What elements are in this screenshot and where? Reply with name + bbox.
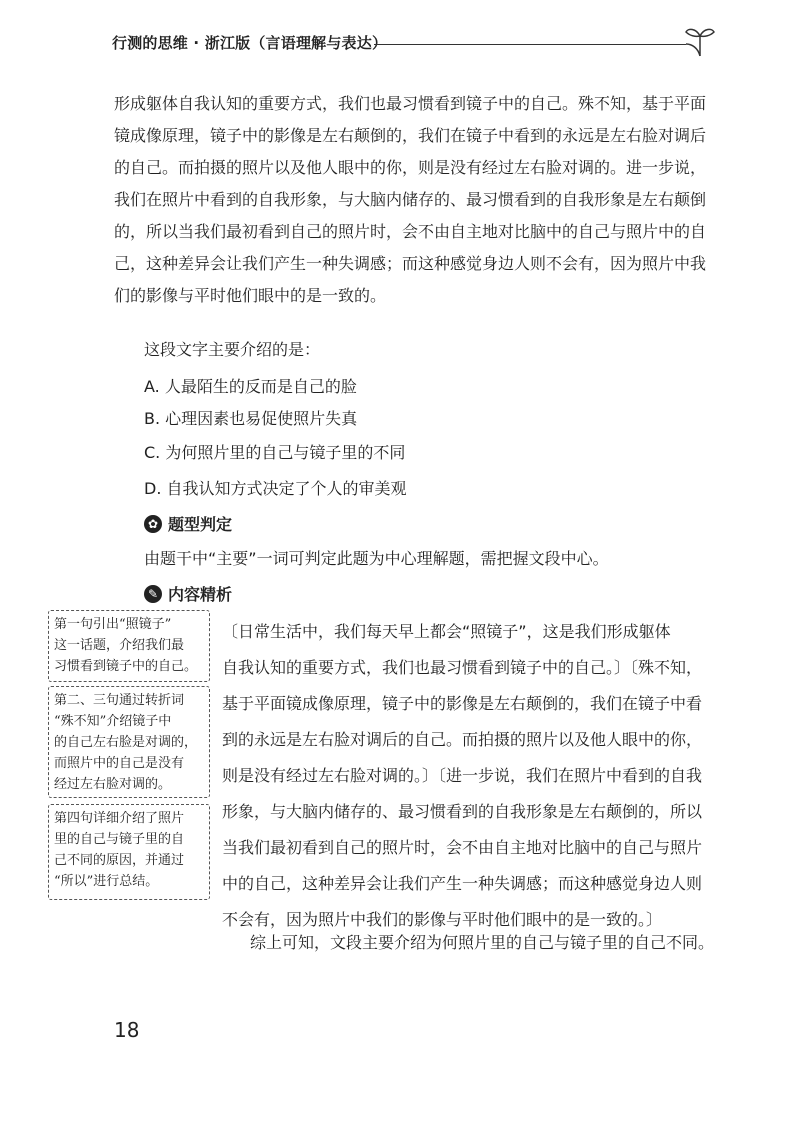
analysis-line: 〔日常生活中，我们每天早上都会“照镜子”，这是我们形成躯体 bbox=[222, 622, 671, 641]
analysis-line: 到的永远是左右脸对调后的自己。而拍摄的照片以及他人眼中的你， bbox=[222, 730, 703, 749]
passage-line: 镜成像原理，镜子中的影像是左右颠倒的，我们在镜子中看到的永远是左右脸对调后 bbox=[114, 126, 707, 145]
header-title: 行测的思维 · 浙江版（言语理解与表达） bbox=[112, 34, 388, 52]
note-line: “所以”进行总结。 bbox=[54, 874, 159, 889]
sprout-icon bbox=[678, 24, 718, 58]
note-line: 第二、三句通过转折词 bbox=[54, 693, 185, 708]
analysis-line: 中的自己，这种差异会让我们产生一种失调感；而这种感觉身边人则 bbox=[222, 874, 703, 893]
passage-line: 形成躯体自我认知的重要方式，我们也最习惯看到镜子中的自己。殊不知，基于平面 bbox=[114, 94, 707, 113]
option-c: C. 为何照片里的自己与镜子里的不同 bbox=[144, 443, 406, 462]
header-rule bbox=[374, 44, 686, 45]
conclusion: 综上可知，文段主要介绍为何照片里的自己与镜子里的自己不同。 bbox=[250, 933, 715, 952]
passage-line: 我们在照片中看到的自我形象，与大脑内储存的、最习惯看到的自我形象是左右颠倒 bbox=[114, 190, 707, 209]
option-b: B. 心理因素也易促使照片失真 bbox=[144, 409, 358, 428]
passage-line: 的自己。而拍摄的照片以及他人眼中的你，则是没有经过左右脸对调的。进一步说， bbox=[114, 158, 707, 177]
gear-icon: ✿ bbox=[144, 515, 162, 533]
note-line: 习惯看到镜子中的自己。 bbox=[54, 659, 198, 674]
analysis-body bbox=[222, 614, 722, 938]
margin-note-2 bbox=[48, 686, 210, 798]
analysis-line: 基于平面镜成像原理，镜子中的影像是左右颠倒的，我们在镜子中看 bbox=[222, 694, 703, 713]
option-d: D. 自我认知方式决定了个人的审美观 bbox=[144, 479, 407, 498]
analysis-line: 自我认知的重要方式，我们也最习惯看到镜子中的自己。〕〔殊不知， bbox=[222, 658, 703, 677]
judge-title: 题型判定 bbox=[168, 515, 233, 534]
pen-icon: ✎ bbox=[144, 585, 162, 603]
note-line: 而照片中的自己是没有 bbox=[54, 756, 185, 771]
analysis-line: 形象，与大脑内储存的、最习惯看到的自我形象是左右颠倒的，所以 bbox=[222, 802, 703, 821]
note-line: “殊不知”介绍镜子中 bbox=[54, 714, 172, 729]
analysis-title: 内容精析 bbox=[168, 585, 233, 604]
margin-note-3 bbox=[48, 804, 210, 900]
note-line: 里的自己与镜子里的自 bbox=[54, 832, 185, 847]
analysis-line: 当我们最初看到自己的照片时，会不由自主地对比脑中的自己与照片 bbox=[222, 838, 703, 857]
analysis-heading bbox=[144, 582, 232, 605]
question-stem: 这段文字主要介绍的是： bbox=[144, 340, 321, 359]
analysis-line: 则是没有经过左右脸对调的。〕〔进一步说，我们在照片中看到的自我 bbox=[222, 766, 703, 785]
passage bbox=[114, 88, 714, 312]
judge-heading bbox=[144, 512, 232, 535]
judge-text: 由题干中“主要”一词可判定此题为中心理解题，需把握文段中心。 bbox=[144, 549, 609, 568]
note-line: 的自己左右脸是对调的， bbox=[54, 735, 198, 750]
margin-note-1 bbox=[48, 610, 210, 682]
passage-line: 的，所以当我们最初看到自己的照片时，会不由自主地对比脑中的自己与照片中的自 bbox=[114, 222, 707, 241]
passage-line: 己，这种差异会让我们产生一种失调感；而这种感觉身边人则不会有，因为照片中我 bbox=[114, 254, 707, 273]
option-a: A. 人最陌生的反而是自己的脸 bbox=[144, 377, 357, 396]
note-line: 第一句引出“照镜子” bbox=[54, 617, 172, 632]
note-line: 己不同的原因，并通过 bbox=[54, 853, 185, 868]
note-line: 第四句详细介绍了照片 bbox=[54, 811, 185, 826]
page-number: 18 bbox=[114, 1018, 140, 1042]
analysis-line: 不会有，因为照片中我们的影像与平时他们眼中的是一致的。〕 bbox=[222, 910, 663, 929]
running-header bbox=[112, 24, 716, 56]
note-line: 经过左右脸对调的。 bbox=[54, 777, 172, 792]
note-line: 这一话题，介绍我们最 bbox=[54, 638, 185, 653]
passage-line: 们的影像与平时他们眼中的是一致的。 bbox=[114, 286, 387, 305]
